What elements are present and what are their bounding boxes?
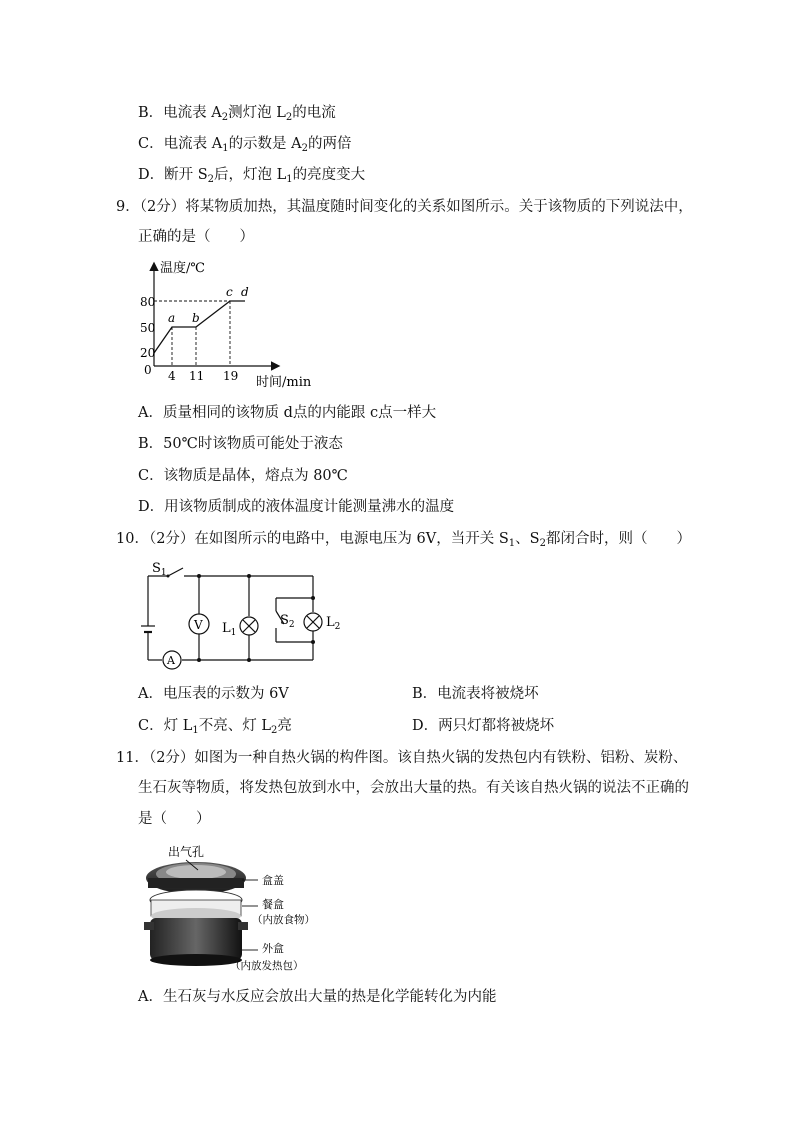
temperature-curve — [154, 301, 245, 353]
ytick-50: 50 — [140, 321, 156, 335]
q10-option-a: A．电压表的示数为 6V — [138, 686, 289, 702]
q11-stem-line3: 是（ ） — [138, 811, 211, 827]
q9-option-d: D．用该物质制成的液体温度计能测量沸水的温度 — [138, 499, 455, 515]
q9-option-b: B．50℃时该物质可能处于液态 — [138, 436, 343, 452]
q11-stem-line2: 生石灰等物质，将发热包放到水中，会放出大量的热。有关该自热火锅的说法不正确的 — [138, 780, 689, 796]
label-ammeter: A — [167, 654, 175, 667]
label-voltmeter: V — [194, 618, 203, 632]
point-d: d — [241, 285, 249, 299]
q10-option-d: D．两只灯都将被烧坏 — [412, 718, 555, 734]
xtick-19: 19 — [223, 369, 239, 383]
q9-option-a: A．质量相同的该物质 d点的内能跟 c点一样大 — [138, 405, 437, 421]
q8-option-c: C．电流表 $A_1$的示数是 $A_2$的两倍 — [138, 136, 352, 154]
q8-option-d: D．断开 $S_2$后，灯泡 $L_1$的亮度变大 — [138, 167, 366, 185]
ytick-20: 20 — [140, 346, 156, 360]
outer-box-shape — [150, 918, 242, 960]
q11-stem-line1: 11．（2分）如图为一种自热火锅的构件图。该自热火锅的发热包内有铁粉、铝粉、炭粉、 — [116, 750, 688, 766]
q9-stem-line1: 9．（2分）将某物质加热，其温度随时间变化的关系如图所示。关于该物质的下列说法中， — [116, 199, 693, 215]
point-b: b — [192, 311, 200, 325]
q10-circuit-diagram — [138, 558, 350, 672]
q9-option-c: C．该物质是晶体，熔点为 80℃ — [138, 468, 348, 484]
q9-stem-line2: 正确的是（ ） — [138, 229, 254, 245]
q10-option-c: C．灯 $L_1$不亮、灯 $L_2$亮 — [138, 718, 292, 736]
xtick-11: 11 — [189, 369, 205, 383]
label-l2: $L_2$ — [326, 615, 341, 632]
label-l1: $L_1$ — [222, 621, 237, 638]
label-meal-note: （内放食物） — [252, 914, 315, 926]
ytick-0: 0 — [144, 363, 152, 377]
label-s2: $S_2$ — [280, 613, 295, 630]
q9-temperature-graph — [138, 256, 338, 392]
q10-option-b: B．电流表将被烧坏 — [412, 686, 539, 702]
q11-hotpot-figure — [138, 838, 338, 978]
switch-s1-blade — [168, 568, 183, 576]
label-lid: 盒盖 — [262, 874, 284, 887]
label-outer-note: （内放发热包） — [230, 960, 304, 972]
q10-stem: 10．（2分）在如图所示的电路中，电源电压为 6V，当开关 $S_1$、$S_2$都闭合时，则（ ） — [116, 531, 691, 549]
q8-option-b: B．电流表 $A_2$测灯泡 $L_2$的电流 — [138, 105, 336, 123]
label-s1: $S_1$ — [152, 561, 167, 578]
ytick-80: 80 — [140, 295, 156, 309]
point-c: c — [226, 285, 233, 299]
graph-xlabel: 时间/min — [256, 375, 312, 390]
label-meal-box: 餐盒 — [262, 898, 284, 911]
xtick-4: 4 — [168, 369, 176, 383]
label-outer-box: 外盒 — [262, 942, 284, 955]
q11-option-a: A．生石灰与水反应会放出大量的热是化学能转化为内能 — [138, 989, 497, 1005]
point-a: a — [168, 311, 176, 325]
graph-ylabel: 温度/℃ — [160, 261, 205, 276]
label-vent: 出气孔 — [168, 845, 205, 859]
